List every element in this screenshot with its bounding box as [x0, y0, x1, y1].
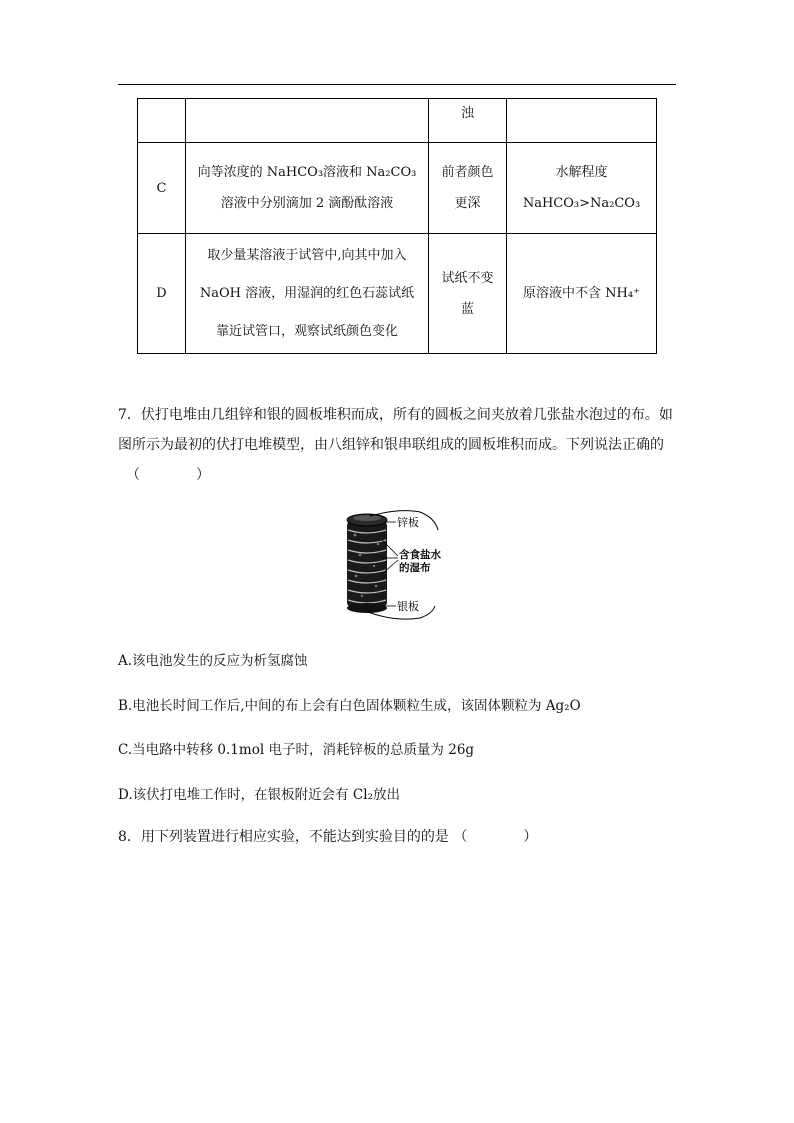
voltaic-pile-stack: [347, 514, 387, 613]
conclusion-cell: [507, 99, 657, 143]
operation-cell: [186, 99, 429, 143]
operation-line: 向等浓度的 NaHCO₃溶液和 Na₂CO₃: [197, 165, 417, 180]
phenomenon-line: 前者颜色: [441, 165, 494, 180]
table-row: [138, 234, 657, 354]
question-7: [118, 400, 678, 490]
operation-cell: [186, 143, 429, 234]
experiment-table: [137, 98, 657, 354]
operation-line: 取少量某溶液于试管中,向其中加入: [207, 247, 407, 263]
conclusion-cell: [507, 143, 657, 234]
phenomenon-cell: [429, 143, 507, 234]
phenomenon-line: 蓝: [460, 301, 474, 317]
option-a: A.该电池发生的反应为析氢腐蚀: [118, 653, 308, 669]
operation-line: 靠近试管口，观察试纸颜色变化: [215, 323, 398, 339]
conclusion-line: NaHCO₃>Na₂CO₃: [522, 196, 641, 211]
conclusion-line: 水解程度: [555, 165, 608, 180]
option-cell: D: [138, 234, 186, 354]
table-row: [138, 143, 657, 234]
label-silver-plate: 银板: [397, 600, 419, 613]
operation-line: NaOH 溶液，用湿润的红色石蕊试纸: [199, 285, 415, 301]
phenomenon-line: 试纸不变: [441, 270, 494, 286]
phenomenon-cell: [429, 234, 507, 354]
question-7-line-1: 7．伏打电堆由几组锌和银的圆板堆积而成，所有的圆板之间夹放着几张盐水泡过的布。如: [118, 407, 673, 423]
label-cloth-line-2: 的湿布: [399, 562, 431, 574]
operation-cell: [186, 234, 429, 354]
question-8: 8．用下列装置进行相应实验，不能达到实验目的的是 （ ）: [118, 829, 538, 845]
option-c: C.当电路中转移 0.1mol 电子时，消耗锌板的总质量为 26g: [118, 742, 475, 758]
table-row: [138, 99, 657, 143]
option-cell: [138, 99, 186, 143]
phenomenon-cell: 浊: [429, 99, 507, 143]
option-b: B.电池长时间工作后,中间的布上会有白色固体颗粒生成，该固体颗粒为 Ag₂O: [118, 698, 581, 714]
voltaic-pile-figure: [340, 508, 452, 626]
option-d: D.该伏打电堆工作时，在银板附近会有 Cl₂放出: [118, 787, 400, 803]
option-cell: C: [138, 143, 186, 234]
conclusion-cell: [507, 234, 657, 354]
answer-blank: （ ）: [126, 467, 210, 483]
label-zinc-plate: 锌板: [397, 516, 419, 529]
label-cloth-line-1: 含食盐水: [399, 549, 441, 561]
operation-line: 溶液中分别滴加 2 滴酚酞溶液: [220, 196, 394, 211]
phenomenon-line: 更深: [454, 196, 481, 211]
header-rule: [118, 84, 676, 85]
conclusion-line: 原溶液中不含 NH₄⁺: [523, 286, 640, 301]
question-7-line-2: 图所示为最初的伏打电堆模型，由八组锌和银串联组成的圆板堆积而成。下列说法正确的: [118, 437, 664, 453]
